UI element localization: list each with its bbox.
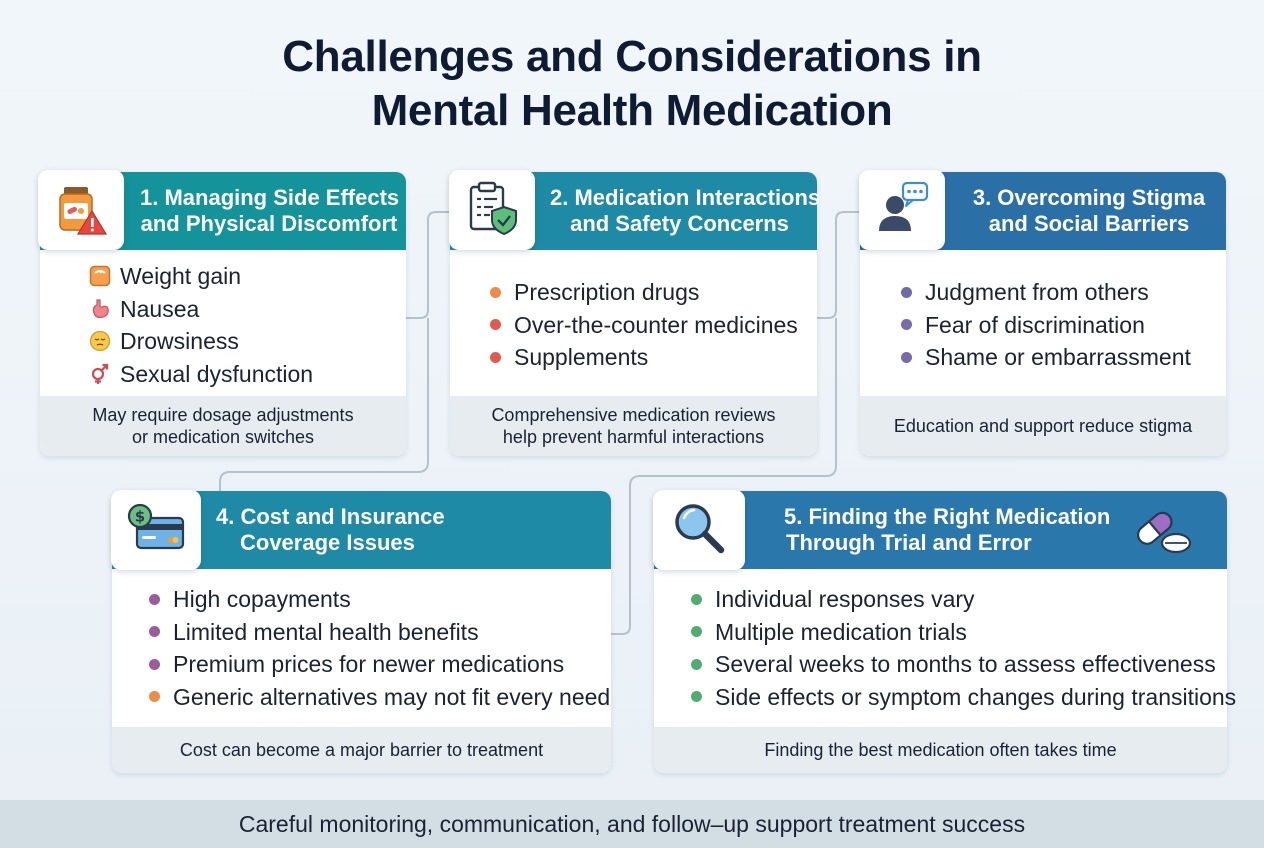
- card-5-icon-box: [653, 490, 745, 570]
- list-item: [88, 260, 406, 293]
- card-2-title-line-2: and Safety Concerns: [570, 211, 789, 236]
- card-2-icon-box: [449, 170, 535, 250]
- list-item-text: Weight gain: [120, 263, 242, 289]
- card-5-body: [654, 583, 1237, 713]
- list-item: [88, 325, 406, 358]
- page-title-line-1: Challenges and Considerations in: [282, 32, 982, 81]
- connector-1-2: [406, 212, 450, 318]
- card-3-footer-line-1: Education and support reduce stigma: [893, 416, 1193, 436]
- card-3-list: [901, 276, 1226, 374]
- scale-icon: [88, 265, 112, 287]
- stomach-icon: [88, 298, 112, 320]
- list-item: [490, 309, 817, 342]
- bottom-banner: [0, 800, 1264, 848]
- bullet-dot: [691, 659, 702, 670]
- bullet-dot: [149, 626, 160, 637]
- card-4-list: [149, 583, 611, 713]
- list-item: [691, 681, 1237, 714]
- card-5-title-line-2: Through Trial and Error: [786, 530, 1032, 555]
- list-item-text: Shame or embarrassment: [925, 344, 1191, 370]
- svg-text:$: $: [134, 507, 146, 525]
- list-item-text: Judgment from others: [925, 279, 1149, 305]
- page-title-line-2: Mental Health Medication: [371, 86, 893, 135]
- card-5-title-line-1: 5. Finding the Right Medication: [784, 504, 1111, 529]
- card-4-title-line-2: Coverage Issues: [240, 530, 415, 555]
- card-3-icon-box: [859, 170, 945, 250]
- bullet-dot: [691, 691, 702, 702]
- card-1-title-line-1: 1. Managing Side Effects: [140, 185, 400, 210]
- list-item: [490, 276, 817, 309]
- connector-2-3: [817, 212, 860, 318]
- bullet-dot: [149, 659, 160, 670]
- card-2-footer-line-2: help prevent harmful interactions: [502, 427, 765, 447]
- bullet-dot: [691, 626, 702, 637]
- list-item-text: Limited mental health benefits: [173, 618, 479, 645]
- bottom-banner-text: Careful monitoring, communication, and follow–up support treatment success: [238, 810, 1026, 837]
- bullet-dot: [490, 319, 501, 330]
- card-2-footer-line-1: Comprehensive medication reviews: [491, 405, 776, 425]
- bullet-dot: [901, 352, 912, 363]
- list-item: [901, 276, 1226, 309]
- bullet-dot: [490, 352, 501, 363]
- list-item: [901, 341, 1226, 374]
- list-item-text: Generic alternatives may not fit every need: [173, 683, 611, 710]
- card-4-icon-box: [111, 490, 201, 570]
- list-item: [149, 583, 611, 616]
- list-item-text: Fear of discrimination: [925, 311, 1145, 338]
- list-item-text: Side effects or symptom changes during transitions: [715, 683, 1237, 710]
- magnifying-glass-icon: [669, 498, 729, 563]
- list-item: [149, 648, 611, 681]
- card-1-body: [40, 260, 406, 390]
- list-item-text: Nausea: [120, 295, 200, 322]
- card-3-title-line-1: 3. Overcoming Stigma: [972, 185, 1206, 210]
- card-5-footer: [654, 727, 1227, 773]
- card-2-list: [490, 276, 817, 374]
- list-item-text: Prescription drugs: [514, 279, 700, 305]
- list-item-text: Premium prices for newer medications: [173, 651, 565, 677]
- card-4-footer-line-1: Cost can become a major barrier to treatment: [179, 740, 544, 760]
- card-2-footer: [450, 396, 817, 456]
- card-3-footer: [860, 396, 1226, 456]
- list-item-text: Multiple medication trials: [715, 618, 967, 645]
- bullet-dot: [149, 691, 160, 702]
- gender-symbol-icon: [88, 363, 112, 385]
- card-1-icon-box: [38, 170, 124, 250]
- list-item: [691, 648, 1227, 681]
- card-5-list: [691, 583, 1237, 713]
- bullet-dot: [149, 594, 160, 605]
- card-4-footer: [112, 727, 611, 773]
- list-item: [490, 341, 817, 374]
- list-item: [88, 358, 406, 391]
- list-item-text: Over-the-counter medicines: [514, 311, 798, 338]
- list-item-text: Drowsiness: [120, 328, 239, 354]
- list-item-text: High copayments: [173, 586, 351, 612]
- card-1-footer: [40, 396, 406, 456]
- page-title: [0, 30, 1264, 138]
- medicine-bottle-warning-icon: [52, 179, 110, 242]
- list-item: [149, 616, 611, 649]
- list-item-text: Sexual dysfunction: [120, 360, 314, 387]
- pills-icon: [1132, 503, 1194, 563]
- credit-card-dollar-icon: [125, 502, 187, 559]
- sleepy-face-icon: [88, 330, 112, 352]
- card-1-footer-line-2: or medication switches: [131, 427, 315, 447]
- card-3-title-line-2: and Social Barriers: [988, 211, 1190, 236]
- card-1-footer-line-1: May require dosage adjustments: [92, 405, 354, 425]
- bullet-dot: [901, 287, 912, 298]
- card-2-body: [450, 276, 817, 374]
- clipboard-shield-icon: [463, 179, 521, 242]
- card-1-title-line-2: and Physical Discomfort: [140, 211, 398, 236]
- card-4-title-line-1: 4. Cost and Insurance: [216, 504, 445, 529]
- list-item-text: Individual responses vary: [715, 586, 975, 612]
- list-item: [901, 309, 1226, 342]
- bullet-dot: [691, 594, 702, 605]
- bullet-dot: [901, 319, 912, 330]
- card-5-footer-line-1: Finding the best medication often takes time: [764, 740, 1117, 760]
- card-2-title-line-1: 2. Medication Interactions: [550, 185, 821, 210]
- card-4-body: [112, 583, 611, 713]
- card-1-list: [88, 260, 406, 390]
- list-item-text: Supplements: [514, 344, 649, 370]
- list-item-text: Several weeks to months to assess effectiveness: [715, 651, 1216, 677]
- list-item: [88, 293, 406, 326]
- list-item: [149, 681, 611, 714]
- card-3-body: [860, 276, 1226, 374]
- person-speech-bubble-icon: [873, 179, 931, 242]
- list-item: [691, 616, 1227, 649]
- list-item: [691, 583, 1227, 616]
- bullet-dot: [490, 287, 501, 298]
